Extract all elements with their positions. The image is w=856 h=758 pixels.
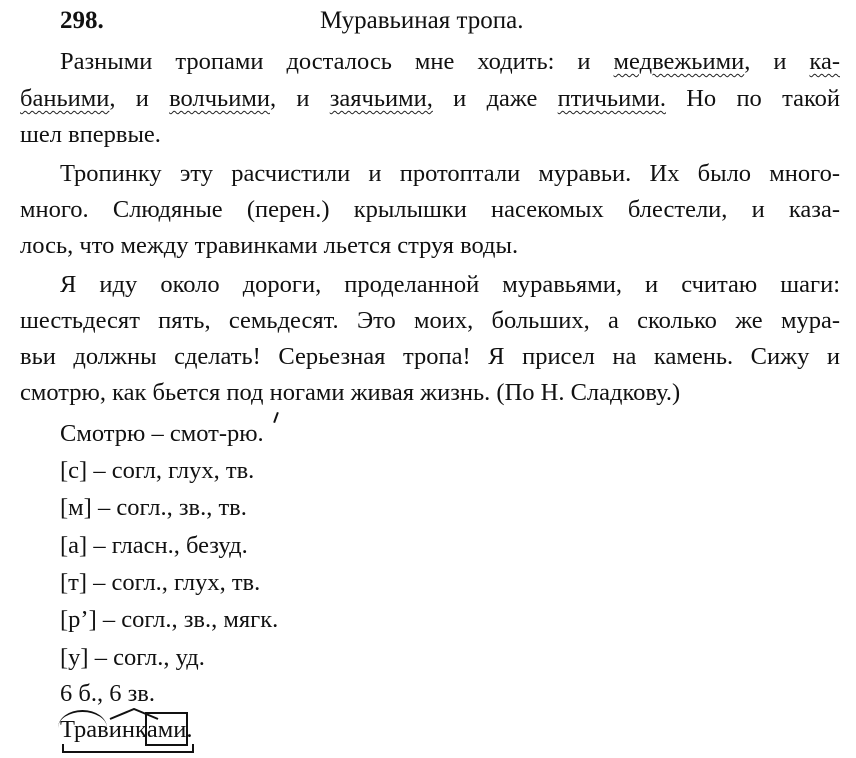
text-fragment: и даже <box>432 85 558 112</box>
sound-row: [с] – согл, глух, тв. <box>60 457 255 484</box>
underlined-adjective: баньими <box>20 85 110 112</box>
paragraph3-line3: вьи должны сделать! Серьезная тропа! Я присел на камень. Сижу и <box>20 343 840 370</box>
root-arc-icon <box>58 710 107 728</box>
ending-text: ами <box>146 716 187 743</box>
trailing-period: . <box>186 716 193 743</box>
paragraph1-line3: шел впервые. <box>20 121 161 148</box>
sound-row: [р’] – согл., зв., мягк. <box>60 606 279 633</box>
phonetic-word-line: Смотрю – смот-рю. <box>60 420 264 447</box>
morphemic-word <box>60 712 193 748</box>
exercise-title: Муравьиная тропа. <box>320 7 524 34</box>
ending-segment <box>147 712 187 748</box>
paragraph2-line3: лось, что между травинками льется струя воды. <box>20 232 519 259</box>
paragraph2-line1: Тропинку эту расчистили и протоптали муравьи. Их было много- <box>60 160 840 187</box>
sound-row: [у] – согл., уд. <box>60 644 205 671</box>
underlined-adjective: волчьими <box>169 85 270 112</box>
paragraph3-line2: шестьдесят пять, семьдесят. Это моих, больших, а сколько же мура- <box>20 307 840 334</box>
sound-row: [м] – согл., зв., тв. <box>60 494 247 521</box>
text-fragment: , и <box>109 85 170 112</box>
paragraph1-line2 <box>20 81 840 117</box>
text-fragment: Но по такой <box>665 85 840 112</box>
sound-row: [а] – гласн., безуд. <box>60 532 248 559</box>
exercise-number: 298. <box>60 7 104 34</box>
paragraph3-line4: смотрю, как бьется под ногами живая жизнь. (По Н. Сладкову.) <box>20 379 681 406</box>
underlined-adjective: медвежьими <box>613 48 745 75</box>
ending-box-icon <box>145 712 189 746</box>
text-fragment: Разными тропами досталось мне ходить: и <box>60 48 614 75</box>
sound-row: [т] – согл., глух, тв. <box>60 569 261 596</box>
stress-mark-icon <box>273 412 279 423</box>
root-text: Трав <box>60 716 109 743</box>
underlined-adjective: заячьими, <box>329 85 433 112</box>
suffix-segment <box>109 712 147 748</box>
paragraph1-line1 <box>60 44 840 80</box>
root-segment <box>60 712 109 748</box>
paragraph3-line1: Я иду около дороги, проделанной муравьями, и считаю шаги: <box>60 271 840 298</box>
exercise-header <box>0 4 856 38</box>
phonetic-summary: 6 б., 6 зв. <box>60 680 155 707</box>
text-fragment: , и <box>269 85 330 112</box>
underlined-adjective: ка- <box>809 48 840 75</box>
underlined-adjective: птичьими. <box>557 85 666 112</box>
paragraph2-line2: много. Слюдяные (перен.) крылышки насекомых блестели, и каза- <box>20 196 840 223</box>
text-fragment: , и <box>744 48 810 75</box>
suffix-text: инк <box>108 716 147 743</box>
